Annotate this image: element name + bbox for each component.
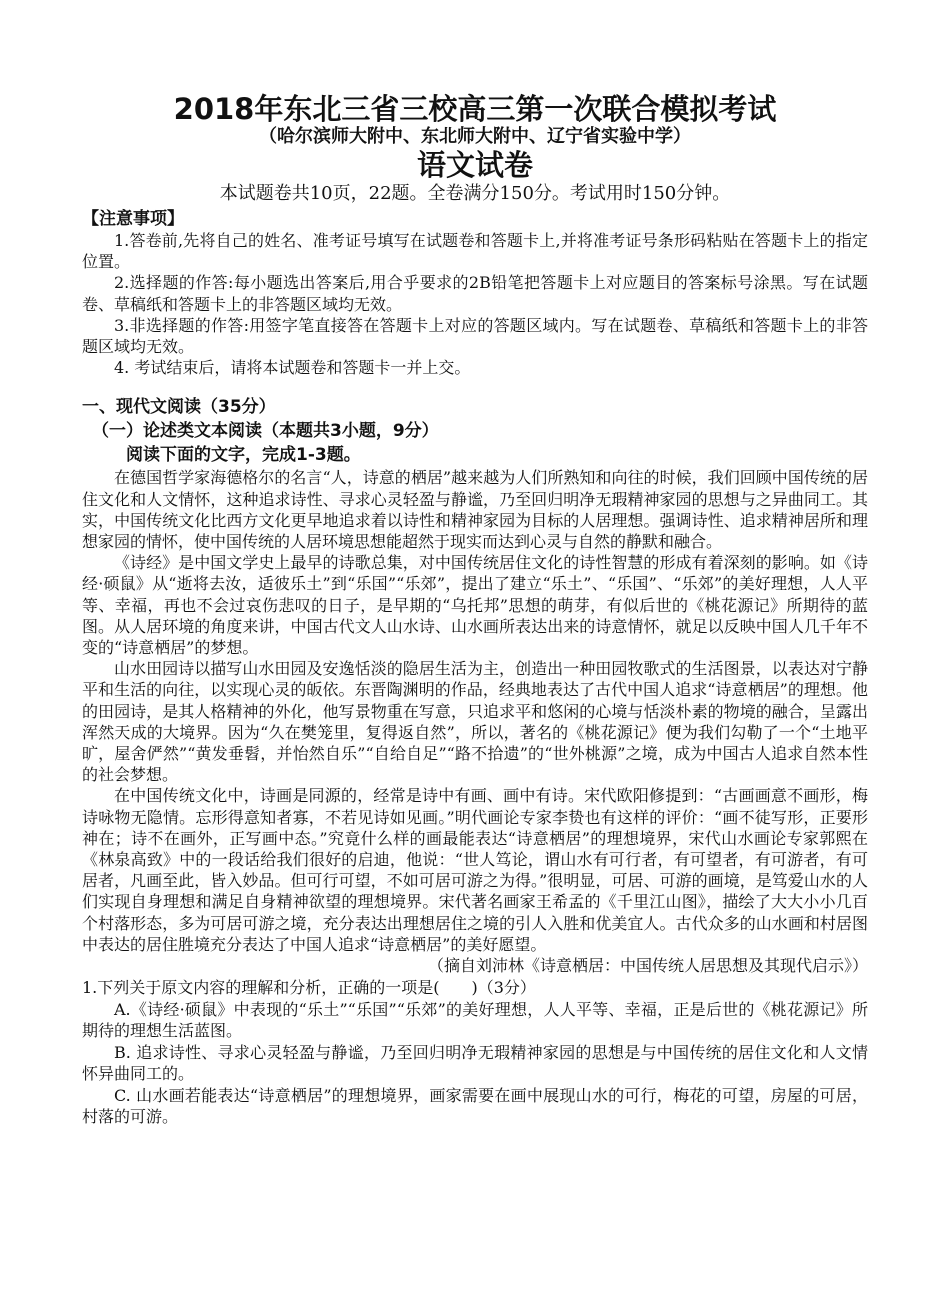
- passage-paragraph-2: 《诗经》是中国文学史上最早的诗歌总集，对中国传统居住文化的诗性智慧的形成有着深刻的影响。如《诗经·硕鼠》从“逝将去汝，适彼乐土”到“乐国”“乐郊”，提出了建立“乐土”、“乐国”、“乐郊”的美好理想，人人平等、幸福，再也不会过哀伤悲叹的日子，是早期的“乌托邦”思想的萌芽，有似后世的《桃花源记》所期待的蓝图。从人居环境的角度来讲，中国古代文人山水诗、山水画所表达出来的诗意情怀，就足以反映中国人几千年不变的“诗意栖居”的梦想。: [82, 553, 868, 658]
- notice-item-1: 1.答卷前,先将自己的姓名、准考证号填写在试题卷和答题卡上,并将准考证号条形码粘贴在答题卡上的指定位置。: [82, 231, 868, 272]
- subject-title: 语文试卷: [416, 148, 533, 182]
- subsection-title: （一）论述类文本阅读（本题共3小题，9分）: [92, 421, 439, 442]
- exam-title: 2018年东北三省三校高三第一次联合模拟考试: [173, 92, 777, 126]
- question-1-option-c: C. 山水画若能表达“诗意栖居”的理想境界，画家需要在画中展现山水的可行，梅花的可望，房屋的可居，村落的可游。: [82, 1085, 868, 1127]
- exam-page: [82, 92, 868, 1128]
- passage-paragraph-1: 在德国哲学家海德格尔的名言“人，诗意的栖居”越来越为人们所熟知和向往的时候，我们回顾中国传统的居住文化和人文情怀，这种追求诗性、寻求心灵轻盈与静谧，乃至回归明净无瑕精神家园的思想与之异曲同工。其实，中国传统文化比西方文化更早地追求着以诗性和精神家园为目标的人居理想。强调诗性、追求精神居所和理想家园的情怀，使中国传统的人居环境思想能超然于现实而达到心灵与自然的静默和融合。: [82, 468, 868, 552]
- notice-item-4: 4. 考试结束后，请将本试题卷和答题卡一并上交。: [114, 358, 471, 378]
- exam-info: 本试题卷共10页，22题。全卷满分150分。考试用时150分钟。: [219, 183, 731, 204]
- notice-item-3: 3.非选择题的作答:用签字笔直接答在答题卡上对应的答题区域内。写在试题卷、草稿纸和答题卡上的非答题区域均无效。: [82, 315, 868, 357]
- spacer: [82, 378, 868, 396]
- passage-source: （摘自刘沛林《诗意栖居：中国传统人居思想及其现代启示》）: [427, 956, 868, 976]
- notice-item-2: 2.选择题的作答:每小题选出答案后,用合乎要求的2B铅笔把答题卡上对应题目的答案标号涂黑。写在试题卷、草稿纸和答题卡上的非答题区域均无效。: [82, 273, 868, 314]
- passage-paragraph-4: 在中国传统文化中，诗画是同源的，经常是诗中有画、画中有诗。宋代欧阳修提到：“古画画意不画形，梅诗咏物无隐情。忘形得意知者寡，不若见诗如见画。”明代画论专家李贽也有这样的评价：“画不徒写形，正要形神在；诗不在画外，正写画中态。”究竟什么样的画最能表达“诗意栖居”的理想境界，宋代山水画论专家郭熙在《林泉高致》中的一段话给我们很好的启迪，他说：“世人笃论，谓山水有可行者，有可望者，有可游者，有可居者，凡画至此，皆入妙品。但可行可望，不如可居可游之为得。”很明显，可居、可游的画境，是笃爱山水的人们实现自身理想和满足自身精神欲望的理想境界。宋代著名画家王希孟的《千里江山图》，描绘了大大小小几百个村落形态，多为可居可游之境，充分表达出理想居住之境的引人入胜和优美宜人。古代众多的山水画和村居图中表达的居住胜境充分表达了中国人追求“诗意栖居”的美好愿望。: [82, 786, 868, 954]
- reading-instruction: 阅读下面的文字，完成1-3题。: [126, 445, 361, 466]
- question-1-stem: 1.下列关于原文内容的理解和分析，正确的一项是( )（3分）: [82, 978, 536, 998]
- question-1-option-b: B. 追求诗性、寻求心灵轻盈与静谧，乃至回归明净无瑕精神家园的思想是与中国传统的居住文化和人文情怀异曲同工的。: [82, 1042, 868, 1084]
- section-title: 一、现代文阅读（35分）: [82, 397, 276, 418]
- passage-paragraph-3: 山水田园诗以描写山水田园及安逸恬淡的隐居生活为主，创造出一种田园牧歌式的生活图景，以表达对宁静平和生活的向往，以实现心灵的皈依。东晋陶渊明的作品，经典地表达了古代中国人追求“诗意栖居”的理想。他的田园诗，是其人格精神的外化，他写景物重在写意，只追求平和悠闲的心境与恬淡朴素的物境的融合，呈露出浑然天成的大境界。因为“久在樊笼里，复得返自然”，所以，著名的《桃花源记》便为我们勾勒了一个“土地平旷，屋舍俨然”“黄发垂髫，并怡然自乐”“自给自足”“路不拾遗”的“世外桃源”之境，成为中国古人追求自然本性的社会梦想。: [82, 659, 868, 785]
- school-list: （哈尔滨师大附中、东北师大附中、辽宁省实验中学）: [259, 126, 691, 147]
- question-1-option-a: A.《诗经·硕鼠》中表现的“乐土”“乐国”“乐郊”的美好理想，人人平等、幸福，正是后世的《桃花源记》所期待的理想生活蓝图。: [82, 999, 868, 1041]
- notice-heading: 【注意事项】: [82, 209, 184, 229]
